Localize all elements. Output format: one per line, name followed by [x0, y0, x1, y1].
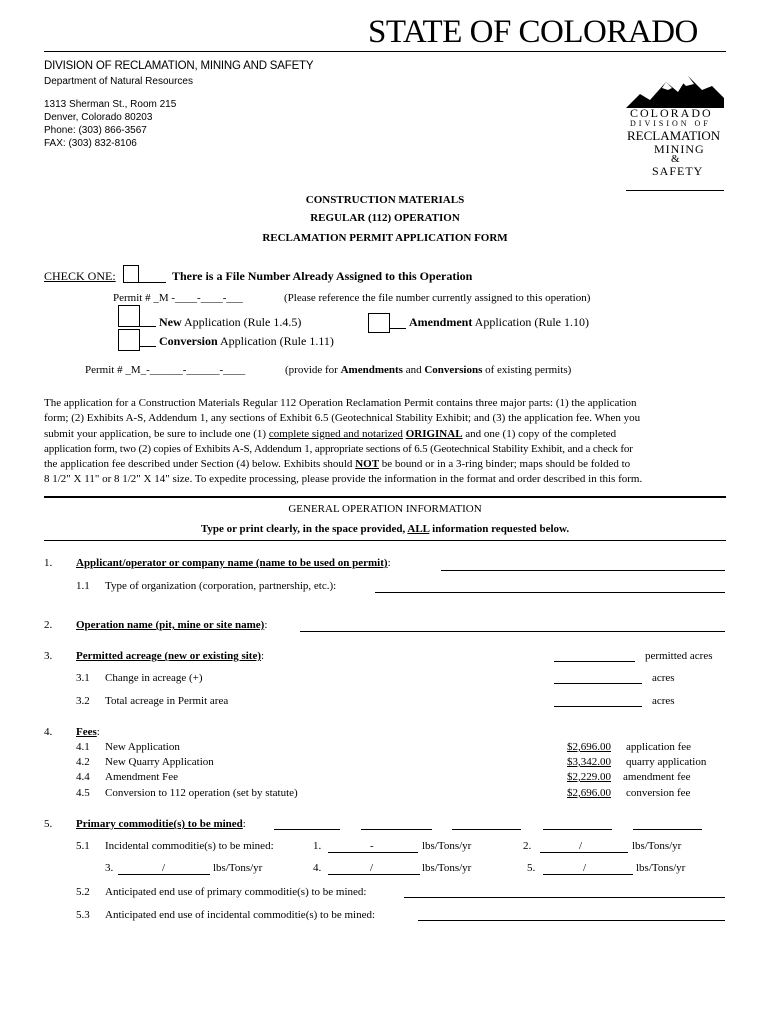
mountain-logo-icon	[626, 72, 724, 108]
fee-desc: quarry application	[626, 756, 707, 768]
incidental-4-number: 4.	[313, 862, 322, 874]
item-5-label: Primary commoditie(s) to be mined:	[76, 818, 246, 830]
primary-commodity-field-1[interactable]	[274, 829, 340, 830]
general-heading: GENERAL OPERATION INFORMATION	[288, 503, 482, 515]
amend-bold: Amendment	[409, 315, 473, 329]
acreage-change-field[interactable]	[554, 683, 642, 684]
fee-desc: conversion fee	[626, 787, 691, 799]
logo-rule	[626, 190, 724, 191]
fee-label: New Quarry Application	[105, 756, 214, 768]
conv-rest: Application (Rule 1.11)	[220, 334, 334, 348]
logo-line-1: COLORADO	[630, 106, 713, 120]
item-3-2-label: Total acreage in Permit area	[105, 695, 229, 707]
incidental-2-unit: lbs/Tons/yr	[632, 840, 682, 852]
incidental-1-number: 1.	[313, 840, 322, 852]
existing-permit-note: (provide for Amendments and Conversions of existing permits)	[285, 364, 572, 376]
item-5-1-number: 5.1	[76, 840, 90, 852]
new-application-checkbox[interactable]	[118, 305, 140, 327]
logo-line-5: &	[671, 153, 680, 165]
fee-row: 4.5	[76, 787, 90, 799]
item-5-2-label: Anticipated end use of primary commoditie(s) to be mined:	[105, 886, 367, 898]
logo-line-4: MINING	[654, 142, 705, 156]
fee-amount: $2,229.00	[567, 771, 611, 783]
primary-end-use-field[interactable]	[404, 897, 725, 898]
address-phone: Phone: (303) 866-3567	[44, 125, 147, 136]
title-line-3: RECLAMATION PERMIT APPLICATION FORM	[262, 232, 508, 244]
item-1-1-label: Type of organization (corporation, partnership, etc.):	[105, 580, 337, 592]
primary-commodity-field-3[interactable]	[452, 829, 521, 830]
incidental-3-number: 3.	[105, 862, 114, 874]
organization-type-field[interactable]	[375, 592, 725, 593]
incidental-4-sep: /	[370, 862, 374, 874]
general-bottom-rule	[44, 540, 726, 541]
incidental-2-field[interactable]	[540, 852, 628, 853]
item-3-2-number: 3.2	[76, 695, 90, 707]
incidental-3-unit: lbs/Tons/yr	[213, 862, 263, 874]
incidental-1-unit: lbs/Tons/yr	[422, 840, 472, 852]
incidental-5-number: 5.	[527, 862, 536, 874]
item-5-3-label: Anticipated end use of incidental commoditie(s) to be mined:	[105, 909, 376, 921]
item-2-label: Operation name (pit, mine or site name):	[76, 619, 268, 631]
title-line-2: REGULAR (112) OPERATION	[310, 212, 460, 224]
logo-line-2: DIVISION OF	[630, 119, 711, 128]
intro-paragraph: The application for a Construction Materials Regular 112 Operation Reclamation Permit contains three major parts: (1) the application form; (2) Exhibits A-S, Addendum 1, any sections of Exhibit 6.5 (Geotechnical Stability Exhibit; and (3) the application fee. When you submit your application, be sure to include one (1) complete signed and notarized ORIGINAL and one (1) copy of the completed application form, two (2) copies of Exhibits A-S, Addendum 1, appropriate sections of 6.5 (Geotechnical Stability Exhibit, and a check for the application fee described under Section (4) below. Exhibits should NOT be bound or in a 3-ring binder; maps should be folded to 8 1/2" X 11" or 8 1/2" X 14" size. To expedite processing, please provide the information in the format and order described in this form.	[44, 397, 643, 486]
address-line-1: 1313 Sherman St., Room 215	[44, 99, 177, 110]
drms-logo	[626, 72, 724, 192]
permitted-acres-unit: permitted acres	[645, 650, 713, 662]
incidental-1-sep: -	[370, 840, 374, 852]
conv-bold: Conversion	[159, 334, 218, 348]
permit-number-field[interactable]: Permit # _M -____-____-___	[113, 292, 243, 304]
item-4-number: 4.	[44, 726, 53, 738]
item-2-number: 2.	[44, 619, 53, 631]
fee-row: 4.1	[76, 741, 90, 753]
amend-rest: Application (Rule 1.10)	[474, 315, 589, 329]
conversion-label	[159, 334, 334, 349]
header-rule	[44, 51, 726, 52]
incidental-4-field[interactable]	[328, 874, 420, 875]
incidental-5-field[interactable]	[543, 874, 633, 875]
conversion-blank	[140, 346, 156, 347]
incidental-5-unit: lbs/Tons/yr	[636, 862, 686, 874]
general-subheading: Type or print clearly, in the space provided, ALL information requested below.	[200, 523, 570, 535]
item-1-number: 1.	[44, 557, 53, 569]
fee-label: Conversion to 112 operation (set by statute)	[105, 787, 298, 799]
operation-name-field[interactable]	[300, 631, 725, 632]
amendment-label	[409, 315, 589, 330]
file-assigned-label: There is a File Number Already Assigned to this Operation	[172, 269, 473, 283]
title-line-1: CONSTRUCTION MATERIALS	[305, 194, 465, 206]
primary-commodity-field-5[interactable]	[633, 829, 702, 830]
item-5-2-number: 5.2	[76, 886, 90, 898]
incidental-2-sep: /	[579, 840, 583, 852]
item-3-label: Permitted acreage (new or existing site):	[76, 650, 265, 662]
fee-desc: amendment fee	[623, 771, 691, 783]
fee-desc: application fee	[626, 741, 692, 753]
item-5-3-number: 5.3	[76, 909, 90, 921]
item-3-number: 3.	[44, 650, 53, 662]
division-name: DIVISION OF RECLAMATION, MINING AND SAFETY	[44, 60, 314, 72]
primary-commodity-field-4[interactable]	[543, 829, 612, 830]
item-1-1-number: 1.1	[76, 580, 90, 592]
total-acreage-unit: acres	[652, 695, 675, 707]
incidental-5-sep: /	[583, 862, 587, 874]
logo-line-3: RECLAMATION	[627, 128, 721, 143]
new-application-blank	[140, 326, 156, 327]
item-5-number: 5.	[44, 818, 53, 830]
fee-label: New Application	[105, 741, 180, 753]
amendment-blank	[390, 328, 406, 329]
incidental-end-use-field[interactable]	[418, 920, 725, 921]
department-name: Department of Natural Resources	[44, 76, 193, 87]
address-line-2: Denver, Colorado 80203	[44, 112, 153, 123]
new-bold: New	[159, 315, 182, 329]
conversion-checkbox[interactable]	[118, 329, 140, 351]
incidental-3-sep: /	[162, 862, 166, 874]
file-assigned-checkbox[interactable]	[123, 265, 139, 283]
item-3-1-label: Change in acreage (+)	[105, 672, 203, 684]
logo-line-6: SAFETY	[652, 164, 704, 178]
permitted-acreage-field[interactable]	[554, 661, 635, 662]
check-one-label: CHECK ONE:	[44, 269, 116, 283]
address-fax: FAX: (303) 832-8106	[44, 138, 137, 149]
acreage-change-unit: acres	[652, 672, 675, 684]
applicant-name-field[interactable]	[441, 570, 725, 571]
fee-row: 4.4	[76, 771, 90, 783]
incidental-4-unit: lbs/Tons/yr	[422, 862, 472, 874]
new-rest: Application (Rule 1.4.5)	[184, 315, 302, 329]
general-top-rule	[44, 496, 726, 498]
amendment-checkbox[interactable]	[368, 313, 390, 333]
new-application-label	[159, 315, 301, 330]
fee-amount: $3,342.00	[567, 756, 611, 768]
item-4-label: Fees:	[76, 726, 100, 738]
fee-amount: $2,696.00	[567, 787, 611, 799]
item-3-1-number: 3.1	[76, 672, 90, 684]
incidental-2-number: 2.	[523, 840, 532, 852]
incidental-3-field[interactable]	[118, 874, 210, 875]
fee-amount: $2,696.00	[567, 741, 611, 753]
item-5-1-label: Incidental commoditie(s) to be mined:	[105, 840, 274, 852]
incidental-1-field[interactable]	[328, 852, 418, 853]
fee-row: 4.2	[76, 756, 90, 768]
state-title: STATE OF COLORADO	[368, 14, 698, 50]
primary-commodity-field-2[interactable]	[361, 829, 432, 830]
fee-label: Amendment Fee	[105, 771, 179, 783]
file-assigned-blank	[139, 282, 166, 283]
existing-permit-field[interactable]: Permit # _M_-______-______-____	[85, 364, 246, 376]
total-acreage-field[interactable]	[554, 706, 642, 707]
permit-number-note: (Please reference the file number currently assigned to this operation)	[284, 292, 591, 304]
item-1-label: Applicant/operator or company name (name to be used on permit):	[76, 557, 391, 569]
